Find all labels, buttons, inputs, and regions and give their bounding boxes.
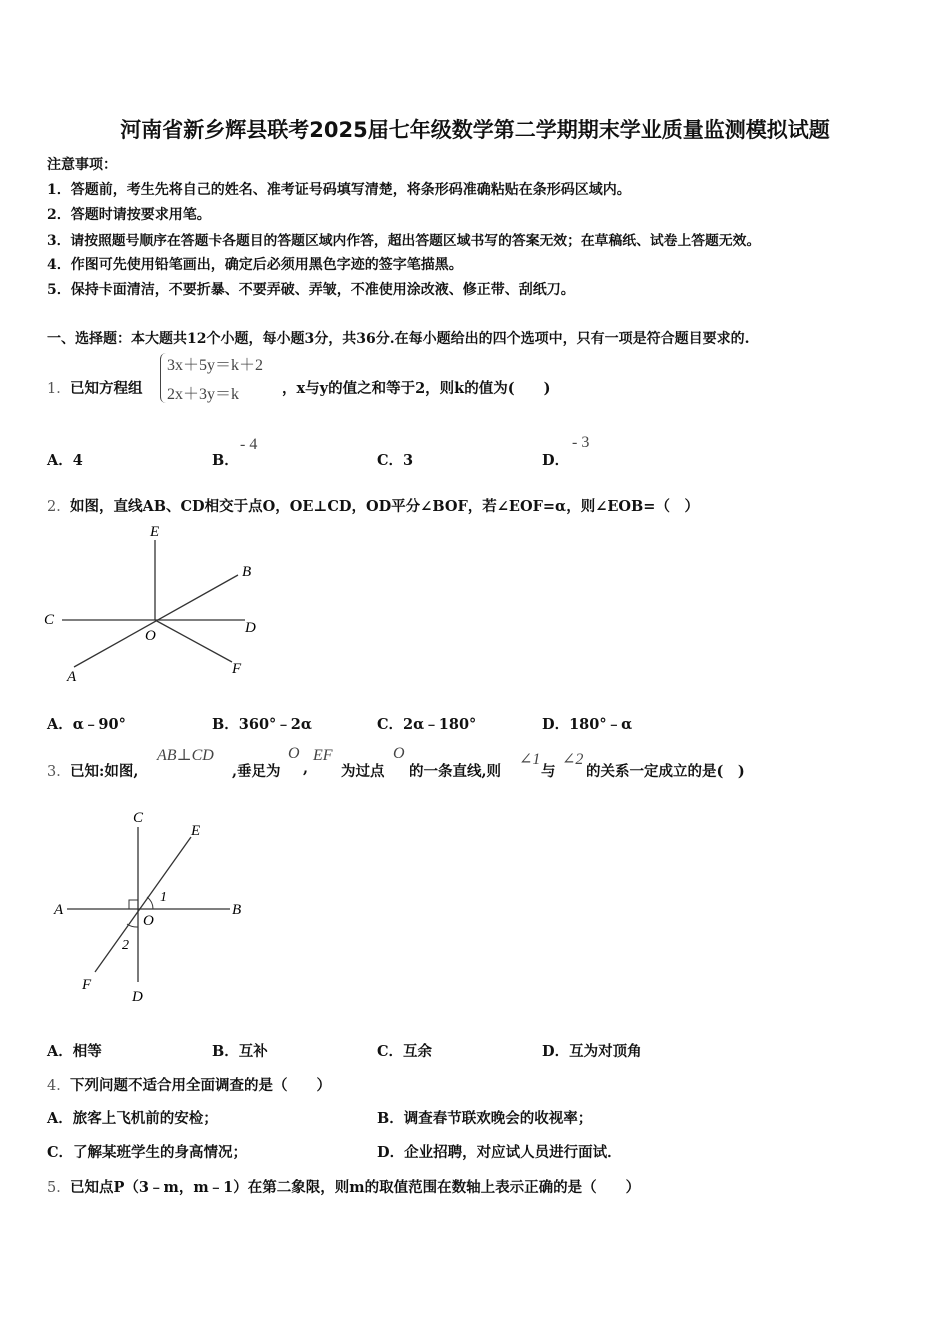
question-text: 如图，直线AB、CD相交于点O，OE⊥CD，OD平分∠BOF，若∠EOF=α，则∠EOB=（ ） xyxy=(70,498,699,515)
notice-heading: 注意事项： xyxy=(47,157,117,173)
label-d: D xyxy=(245,620,256,636)
option-d[interactable]: D．互为对顶角 xyxy=(542,1043,642,1060)
label-b: B xyxy=(232,902,242,918)
notice-item: 1．答题前，考生先将自己的姓名、准考证号码填写清楚，将条形码准确粘贴在条形码区域内。 xyxy=(47,182,631,198)
equation-1: 3x＋5y＝k＋2 xyxy=(167,357,264,374)
option-b[interactable]: B．互补 xyxy=(212,1043,268,1060)
figure-q2 xyxy=(40,520,270,690)
label-e: E xyxy=(191,823,201,839)
option-a[interactable]: A．相等 xyxy=(47,1043,102,1060)
notice-item: 2．答题时请按要求用笔。 xyxy=(47,207,211,223)
option-b[interactable]: B． xyxy=(212,452,239,469)
question-number: 4． xyxy=(47,1078,71,1094)
label-f: F xyxy=(232,661,242,677)
question-text: ，x与y的值之和等于2，则k的值为( ) xyxy=(282,380,551,397)
question-text: 下列问题不适合用全面调查的是（ ） xyxy=(70,1077,331,1094)
option-d[interactable]: D． xyxy=(542,452,570,469)
option-a[interactable]: A．4 xyxy=(47,452,83,469)
question-text: , xyxy=(303,760,309,777)
option-d[interactable]: D．企业招聘，对应试人员进行面试． xyxy=(377,1144,622,1161)
option-c[interactable]: C．2α﹣180° xyxy=(377,716,477,733)
notice-item: 5．保持卡面清洁，不要折暴、不要弄破、弄皱，不准使用涂改液、修正带、刮纸刀。 xyxy=(47,282,575,298)
label-a: A xyxy=(67,669,77,685)
equation-2: 2x＋3y＝k xyxy=(167,386,240,403)
option-d-value: - 3 xyxy=(572,434,590,451)
option-b[interactable]: B．调查春节联欢晚会的收视率； xyxy=(377,1110,593,1127)
notice-item: 4．作图可先使用铅笔画出，确定后必须用黑色字迹的签字笔描黑。 xyxy=(47,257,463,273)
label-f: F xyxy=(82,977,92,993)
label-c: C xyxy=(44,612,55,628)
option-c[interactable]: C．互余 xyxy=(377,1043,433,1060)
label-o: O xyxy=(145,628,156,644)
question-text: ,垂足为 xyxy=(232,763,281,780)
math-o: O xyxy=(393,745,405,762)
option-c[interactable]: C．3 xyxy=(377,452,414,469)
math-o: O xyxy=(288,745,300,762)
question-text: 为过点 xyxy=(341,763,385,780)
label-e: E xyxy=(150,524,160,540)
option-b[interactable]: B．360°﹣2α xyxy=(212,716,313,733)
math-angle-2: ∠2 xyxy=(562,751,584,768)
section-heading: 一、选择题：本大题共12个小题，每小题3分，共36分.在每小题给出的四个选项中，只有一项是符合题目要求的. xyxy=(47,331,750,347)
question-text: 已知方程组 xyxy=(70,380,143,397)
question-text: 已知点P（3﹣m，m﹣1）在第二象限，则m的取值范围在数轴上表示正确的是（ ） xyxy=(70,1179,641,1196)
question-number: 5． xyxy=(47,1180,71,1196)
question-text: 的关系一定成立的是( ) xyxy=(586,763,745,780)
option-a[interactable]: A．旅客上飞机前的安检； xyxy=(47,1110,218,1127)
option-d[interactable]: D．180°﹣α xyxy=(542,716,633,733)
label-angle-1: 1 xyxy=(160,890,167,905)
option-a[interactable]: A．α﹣90° xyxy=(47,716,126,733)
notice-item: 3．请按照题号顺序在答题卡各题目的答题区域内作答，超出答题区域书写的答案无效；在草稿纸、试卷上答题无效。 xyxy=(47,233,761,249)
math-ab-perp-cd: AB⊥CD xyxy=(157,747,214,764)
equation-brace xyxy=(160,353,167,403)
question-text: 的一条直线,则 xyxy=(409,763,502,780)
question-text: 与 xyxy=(541,763,556,780)
label-b: B xyxy=(242,564,252,580)
label-d: D xyxy=(132,989,143,1005)
figure-q3 xyxy=(45,800,260,1010)
question-number: 1． xyxy=(47,381,71,397)
page-title: 河南省新乡辉县联考2025届七年级数学第二学期期末学业质量监测模拟试题 xyxy=(120,118,830,142)
question-number: 3． xyxy=(47,764,71,780)
label-c: C xyxy=(133,810,144,826)
label-o: O xyxy=(143,913,154,929)
option-b-value: - 4 xyxy=(240,436,258,453)
option-c[interactable]: C．了解某班学生的身高情况； xyxy=(47,1144,248,1161)
label-angle-2: 2 xyxy=(122,938,129,953)
math-ef: EF xyxy=(313,747,333,764)
math-angle-1: ∠1 xyxy=(519,751,541,768)
question-number: 2． xyxy=(47,499,71,515)
question-text: 已知:如图, xyxy=(70,763,139,780)
label-a: A xyxy=(54,902,64,918)
